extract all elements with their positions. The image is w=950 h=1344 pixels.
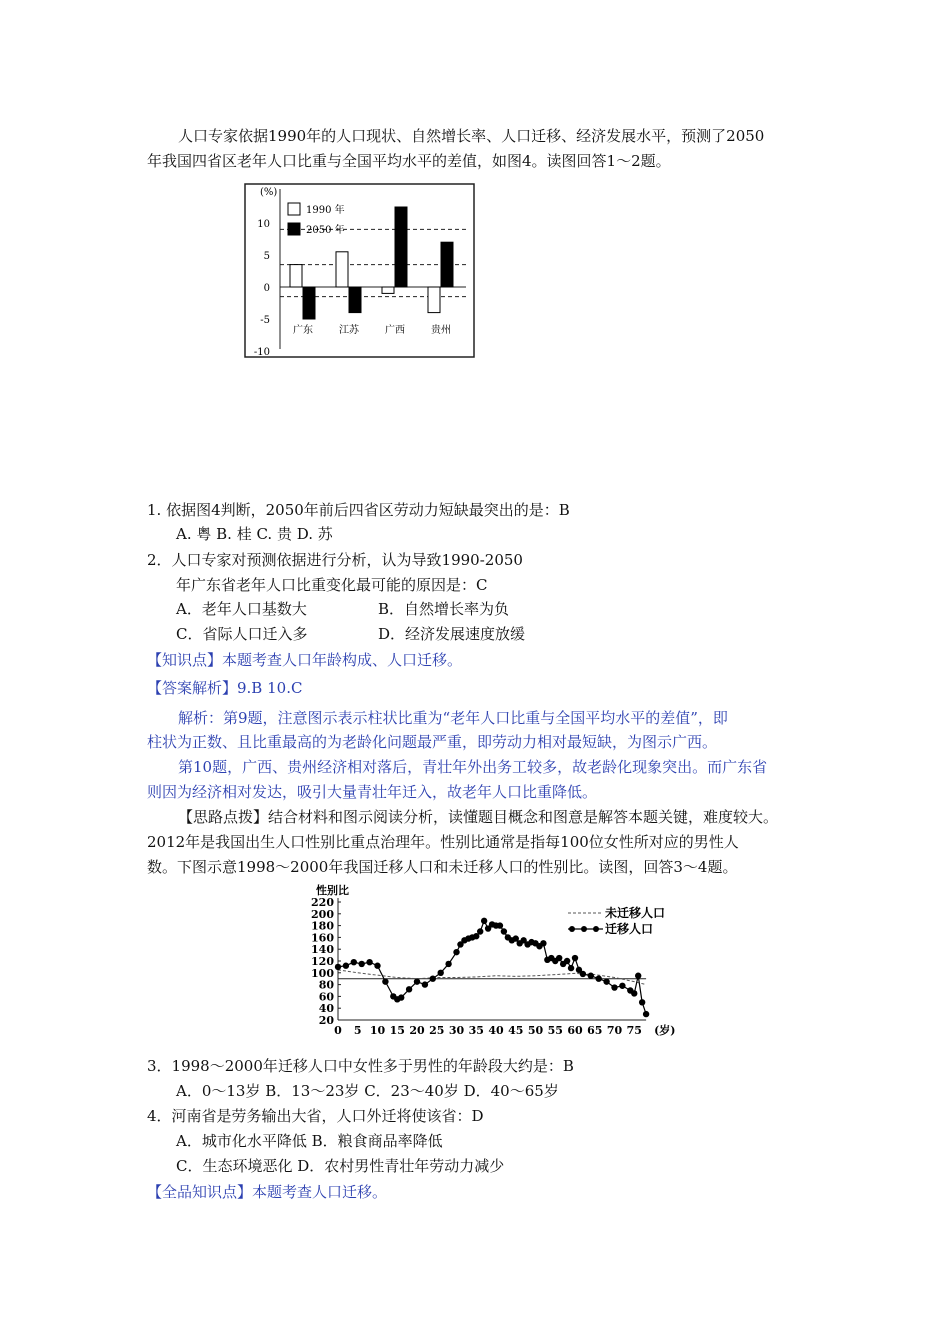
q3-stem: 3．1998～2000年迁移人口中女性多于男性的年龄段大约是：B [147,1057,574,1075]
migrant-point [568,965,574,971]
bar-2050 [303,287,315,319]
chart2-y-tick: 60 [318,990,334,1004]
legend-migrant-dot [569,926,575,932]
footer-knowledge-point: 【全品知识点】本题考查人口迁移。 [147,1183,388,1201]
migrant-point [631,990,637,996]
bar-2050 [441,242,453,287]
q2-stem-2: 年广东省老年人口比重变化最可能的原因是：C [176,576,488,594]
legend-non-migrant-label: 未迁移人口 [605,906,666,920]
migrant-point [619,983,625,989]
migrant-point [643,1011,649,1017]
migrant-point [414,978,420,984]
chart2-x-tick: 20 [409,1024,425,1037]
bar-chart-figure-4 [244,183,476,359]
migrant-point [406,986,412,992]
q4-stem: 4．河南省是劳务输出大省，人口外迁将使该省：D [147,1107,484,1125]
migrant-point [335,964,341,970]
legend-swatch-2050 [288,223,300,235]
q4-options-ab: A．城市化水平降低 B．粮食商品率降低 [176,1132,443,1150]
migrant-point [422,981,428,987]
q2-option-d: D．经济发展速度放缓 [378,625,526,643]
legend-migrant-label: 迁移人口 [605,922,654,936]
migrant-point [501,928,507,934]
migrant-point [453,949,459,955]
analysis-p2-line-1: 第10题，广西、贵州经济相对落后，青壮年外出务工较多，故老龄化现象突出。而广东省 [178,758,768,776]
analysis-p1-line-1: 解析：第9题，注意图示表示柱状比重为“老年人口比重与全国平均水平的差值”，即 [178,709,728,727]
bar-1990 [336,252,348,287]
intro2-line-2: 2012年是我国出生人口性别比重点治理年。性别比通常是指每100位女性所对应的男性人 [147,833,739,851]
migrant-point [540,940,546,946]
bar-2050 [349,287,361,313]
migrant-point [445,961,451,967]
chart2-x-tick: 15 [389,1024,405,1037]
chart1-y-tick: 10 [257,219,270,230]
migrant-point [481,918,487,924]
migrant-point [477,928,483,934]
chart2-x-tick: 55 [547,1024,563,1037]
chart2-x-tick: 5 [353,1024,362,1037]
migrant-point [572,955,578,961]
chart1-category-label: 广东 [293,325,313,336]
q2-option-b: B．自然增长率为负 [378,600,510,618]
legend-swatch-1990 [288,203,300,215]
chart2-x-unit: (岁) [654,1024,676,1037]
legend-label-2050: 2050 年 [306,225,345,236]
q1-stem: 1. 依据图4判断，2050年前后四省区劳动力短缺最突出的是：B [147,501,570,519]
chart2-y-tick: 20 [318,1014,334,1027]
legend-migrant-dot [593,926,599,932]
chart2-x-tick: 25 [429,1024,445,1037]
legend-label-1990: 1990 年 [306,205,345,216]
q2-option-c: C．省际人口迁入多 [176,625,308,643]
chart2-x-tick: 60 [567,1024,583,1037]
chart1-category-label: 江苏 [339,325,359,336]
migrant-point [580,971,586,977]
migrant-point [564,958,570,964]
chart2-y-tick: 200 [311,907,334,921]
migrant-point [430,976,436,982]
chart1-category-label: 广西 [385,325,405,336]
bar-1990 [290,265,302,287]
migrant-point [382,978,388,984]
migrant-point [497,922,503,928]
migrant-point [366,959,372,965]
migrant-point [611,984,617,990]
chart1-y-tick: -5 [260,315,270,326]
chart1-y-tick: 0 [263,283,270,294]
legend-migrant-dot [581,926,587,932]
q2-option-a: A．老年人口基数大 [176,600,307,618]
chart2-y-tick: 140 [311,943,334,957]
chart2-x-tick: 65 [587,1024,603,1037]
chart2-y-tick: 100 [311,966,334,980]
series-migrant-line [338,921,646,1014]
chart2-x-tick: 30 [448,1024,465,1037]
migrant-point [556,955,562,961]
q3-options: A．0～13岁 B．13～23岁 C．23～40岁 D．40～65岁 [176,1082,559,1100]
bar-1990 [382,287,394,293]
chart1-y-tick: -10 [253,347,270,358]
chart2-y-tick: 120 [311,955,334,968]
chart2-x-tick: 45 [508,1024,524,1037]
migrant-point [588,973,594,979]
intro2-line-3: 数。下图示意1998～2000年我国迁移人口和未迁移人口的性别比。读图，回答3～4题。 [147,858,738,876]
q4-options-cd: C．生态环境恶化 D．农村男性青壮年劳动力减少 [176,1157,505,1175]
migrant-point [343,963,349,969]
chart2-x-tick: 10 [369,1024,386,1037]
chart2-x-tick: 35 [468,1024,484,1037]
analysis-p1-line-2: 柱状为正数、且比重最高的为老龄化问题最严重，即劳动力相对最短缺，为图示广西。 [147,733,718,751]
analysis-p2-line-2: 则因为经济相对发达，吸引大量青壮年迁入，故老年人口比重降低。 [147,783,598,801]
chart2-y-tick: 40 [318,1002,334,1016]
migrant-point [603,978,609,984]
knowledge-point: 【知识点】本题考查人口年龄构成、人口迁移。 [147,651,463,669]
chart2-y-label: 性别比 [316,884,349,897]
chart2-y-tick: 220 [311,896,334,909]
sex-ratio-line-chart [300,882,680,1044]
migrant-point [398,994,404,1000]
q1-options: A. 粤 B. 桂 C. 贵 D. 苏 [176,525,333,543]
chart2-x-tick: 75 [626,1024,642,1037]
chart1-y-unit: (%) [260,187,278,198]
q2-stem-1: 2．人口专家对预测依据进行分析，认为导致1990-2050 [147,551,523,569]
chart2-x-tick: 40 [488,1024,504,1037]
chart2-x-tick: 0 [334,1024,342,1037]
migrant-point [635,973,641,979]
chart2-y-tick: 80 [318,978,334,992]
intro-line-2: 年我国四省区老年人口比重与全国平均水平的差值，如图4。读图回答1～2题。 [147,152,671,170]
migrant-point [596,976,602,982]
migrant-point [359,961,365,967]
chart2-x-tick: 50 [527,1024,544,1037]
answer-analysis: 【答案解析】9.B 10.C [147,679,303,697]
intro-line-1: 人口专家依据1990年的人口现状、自然增长率、人口迁移、经济发展水平，预测了2050 [178,127,765,145]
thinking-tip: 【思路点拨】结合材料和图示阅读分析，读懂题目概念和图意是解答本题关键，难度较大。 [178,808,779,826]
migrant-point [438,970,444,976]
chart2-y-tick: 180 [311,919,334,933]
chart2-y-tick: 160 [311,931,334,945]
migrant-point [639,999,645,1005]
bar-2050 [395,207,407,287]
chart1-category-label: 贵州 [431,325,451,336]
chart2-x-tick: 70 [606,1024,623,1037]
chart1-y-tick: 5 [263,251,270,262]
migrant-point [351,959,357,965]
migrant-point [374,963,380,969]
bar-1990 [428,287,440,313]
